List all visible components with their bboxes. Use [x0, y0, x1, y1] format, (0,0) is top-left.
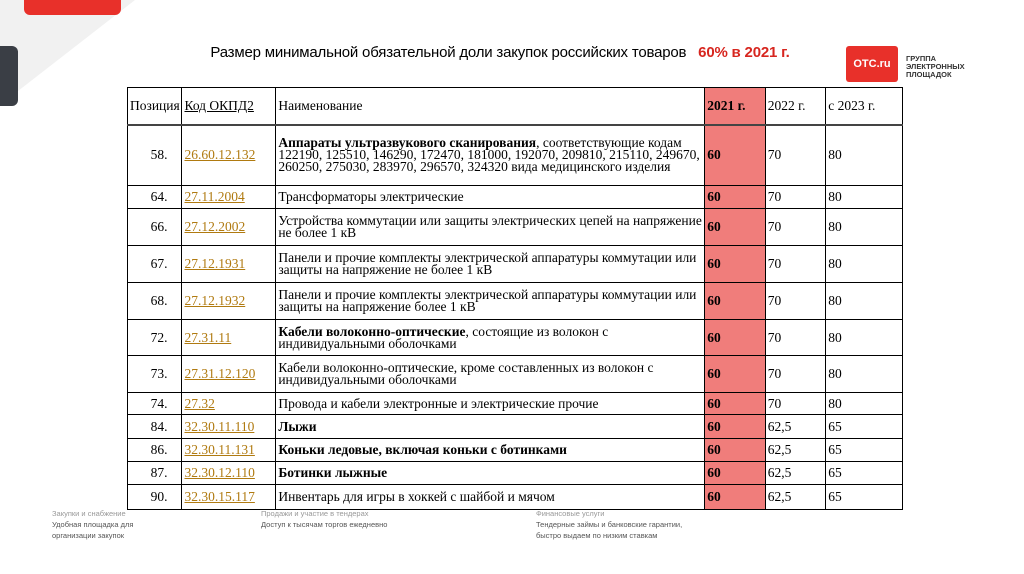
footer-sales-title: Продажи и участие в тендерах — [261, 509, 369, 518]
logo-caption — [906, 55, 1006, 79]
cell-2021: 60 — [705, 209, 766, 246]
cell-position: 72. — [128, 320, 182, 356]
name-rest-part: Инвентарь для игры в хоккей с шайбой и мячом — [278, 489, 555, 504]
cell-2022: 70 — [765, 283, 826, 320]
cell-name — [276, 320, 705, 356]
cell-2022: 70 — [765, 393, 826, 415]
name-bold-part: Ботинки лыжные — [278, 465, 388, 480]
name-rest-part: Трансформаторы электрические — [278, 189, 464, 204]
cell-code — [182, 320, 276, 356]
okpd2-code-link[interactable]: 27.31.11 — [184, 329, 232, 345]
cell-position: 73. — [128, 356, 182, 393]
footer-finance-line1: Тендерные займы и банковские гарантии, — [536, 520, 683, 529]
name-bold-part: Коньки ледовые, включая коньки с ботинками — [278, 442, 567, 457]
okpd2-code-link[interactable]: 27.12.2002 — [184, 219, 246, 234]
logo-brand: OTC.ru — [853, 58, 891, 70]
cell-code — [182, 246, 276, 283]
cell-name — [276, 415, 705, 439]
cell-2023: 80 — [826, 283, 903, 320]
cell-2023: 80 — [826, 246, 903, 283]
cell-code — [182, 415, 276, 439]
cell-2023: 80 — [826, 209, 903, 246]
otc-logo — [846, 46, 898, 82]
table-row — [128, 125, 903, 186]
cell-name — [276, 186, 705, 209]
cell-name — [276, 209, 705, 246]
cell-2022: 70 — [765, 320, 826, 356]
cell-2022: 62,5 — [765, 439, 826, 462]
cell-2023: 80 — [826, 125, 903, 186]
cell-position: 66. — [128, 209, 182, 246]
footer-procurement-line1: Удобная площадка для — [52, 520, 134, 529]
cell-code — [182, 209, 276, 246]
cell-2021: 60 — [705, 125, 766, 186]
cell-name — [276, 439, 705, 462]
cell-2021: 60 — [705, 415, 766, 439]
cell-code — [182, 186, 276, 209]
cell-name — [276, 125, 705, 186]
logo-line-3: ПЛОЩАДОК — [906, 70, 952, 79]
title-accent: 60% в 2021 г. — [698, 44, 790, 61]
cell-2022: 62,5 — [765, 485, 826, 510]
okpd2-code-link[interactable]: 32.30.15.117 — [184, 489, 255, 504]
cell-code — [182, 439, 276, 462]
cell-code — [182, 283, 276, 320]
cell-2021: 60 — [705, 246, 766, 283]
okpd2-code-link[interactable]: 26.60.12.132 — [184, 147, 256, 163]
cell-name — [276, 246, 705, 283]
cell-2023: 80 — [826, 393, 903, 415]
cell-2023: 80 — [826, 356, 903, 393]
name-rest-part: Панели и прочие комплекты электрической аппаратуры коммутации или защиты на напряжение более 1 кВ — [278, 287, 697, 314]
cell-code — [182, 462, 276, 485]
cell-position: 74. — [128, 393, 182, 415]
cell-2021: 60 — [705, 186, 766, 209]
cell-2023: 80 — [826, 320, 903, 356]
header-2023: с 2023 г. — [826, 88, 903, 125]
name-rest-part: Устройства коммутации или защиты электрических цепей на напряжение не более 1 кВ — [278, 213, 702, 240]
name-rest-part: Провода и кабели электронные и электрические прочие — [278, 395, 599, 411]
name-rest-part: , соответствующие кодам 122190, 125510, 146290, 172470, 181000, 192070, 209810, 215110, 249670, 260250, 275030, 283970, 296570, 324320 вида медицинского изделия — [278, 135, 700, 175]
cell-2022: 70 — [765, 186, 826, 209]
footer-sales — [261, 508, 387, 530]
cell-2021: 60 — [705, 320, 766, 356]
cell-2021: 60 — [705, 439, 766, 462]
table-row — [128, 186, 903, 209]
table-row — [128, 439, 903, 462]
table-row — [128, 415, 903, 439]
cell-name — [276, 462, 705, 485]
table-row — [128, 485, 903, 510]
cell-2022: 70 — [765, 125, 826, 186]
footer-finance — [536, 508, 682, 541]
cell-position: 84. — [128, 415, 182, 439]
cell-2023: 65 — [826, 485, 903, 510]
table-row — [128, 462, 903, 485]
name-rest-part: Кабели волоконно-оптические, кроме составленных из волокон с индивидуальными оболочками — [278, 360, 654, 387]
table-row — [128, 393, 903, 415]
cell-position: 67. — [128, 246, 182, 283]
header-position: Позиция — [128, 88, 182, 125]
cell-2023: 65 — [826, 439, 903, 462]
okpd2-code-link[interactable]: 32.30.12.110 — [184, 465, 255, 480]
okpd2-code-link[interactable]: 27.12.1931 — [184, 256, 246, 271]
cell-name — [276, 393, 705, 415]
cell-code — [182, 356, 276, 393]
okpd2-code-link[interactable]: 27.32 — [184, 395, 215, 411]
table-row — [128, 246, 903, 283]
cell-name — [276, 283, 705, 320]
cell-position: 86. — [128, 439, 182, 462]
cell-position: 68. — [128, 283, 182, 320]
table-row — [128, 320, 903, 356]
okpd2-code-link[interactable]: 32.30.11.131 — [184, 442, 255, 457]
header-2022: 2022 г. — [765, 88, 826, 125]
name-bold-part: Кабели волоконно-оптические — [278, 323, 466, 339]
okpd2-code-link[interactable]: 27.12.1932 — [184, 293, 246, 308]
cell-2021: 60 — [705, 283, 766, 320]
cell-2022: 70 — [765, 246, 826, 283]
cell-2021: 60 — [705, 485, 766, 510]
cell-2023: 80 — [826, 186, 903, 209]
footer-finance-title: Финансовые услуги — [536, 509, 605, 518]
cell-position: 58. — [128, 125, 182, 186]
cell-2022: 62,5 — [765, 462, 826, 485]
table-row — [128, 283, 903, 320]
name-rest-part: , состоящие из волокон с индивидуальными оболочками — [278, 323, 609, 351]
name-bold-part: Аппараты ультразвукового сканирования — [278, 135, 537, 151]
okpd2-code-link[interactable]: 32.30.11.110 — [184, 418, 255, 434]
cell-code — [182, 125, 276, 186]
cell-2023: 65 — [826, 415, 903, 439]
name-rest-part: Панели и прочие комплекты электрической аппаратуры коммутации или защиты на напряжение не более 1 кВ — [278, 250, 697, 277]
cell-name — [276, 485, 705, 510]
cell-2022: 70 — [765, 356, 826, 393]
header-code: Код ОКПД2 — [182, 88, 276, 125]
footer-finance-line2: быстро выдаем по низким ставкам — [536, 531, 658, 540]
table-row — [128, 356, 903, 393]
footer-procurement-line2: организации закупок — [52, 531, 125, 540]
procurement-table — [127, 87, 903, 510]
cell-code — [182, 393, 276, 415]
name-bold-part: Лыжи — [278, 418, 317, 434]
footer-procurement — [52, 508, 133, 541]
cell-2022: 70 — [765, 209, 826, 246]
cell-code — [182, 485, 276, 510]
cell-2021: 60 — [705, 393, 766, 415]
cell-2022: 62,5 — [765, 415, 826, 439]
title-main: Размер минимальной обязательной доли закупок российских товаров — [210, 44, 687, 61]
table-row — [128, 209, 903, 246]
footer-procurement-title: Закупки и снабжение — [52, 509, 126, 518]
cell-position: 90. — [128, 485, 182, 510]
cell-name — [276, 356, 705, 393]
logo-line-2: ЭЛЕКТРОННЫХ — [906, 62, 965, 71]
top-red-tab — [24, 0, 121, 15]
cell-position: 87. — [128, 462, 182, 485]
logo-line-1: ГРУППА — [906, 54, 937, 63]
table-header-row — [128, 88, 903, 125]
okpd2-code-link[interactable]: 27.31.12.120 — [184, 366, 256, 381]
footer-sales-line1: Доступ к тысячам торгов ежедневно — [261, 520, 388, 529]
header-name: Наименование — [276, 88, 705, 125]
okpd2-code-link[interactable]: 27.11.2004 — [184, 189, 245, 204]
cell-2023: 65 — [826, 462, 903, 485]
cell-2021: 60 — [705, 356, 766, 393]
cell-2021: 60 — [705, 462, 766, 485]
header-2021: 2021 г. — [705, 88, 766, 125]
cell-position: 64. — [128, 186, 182, 209]
